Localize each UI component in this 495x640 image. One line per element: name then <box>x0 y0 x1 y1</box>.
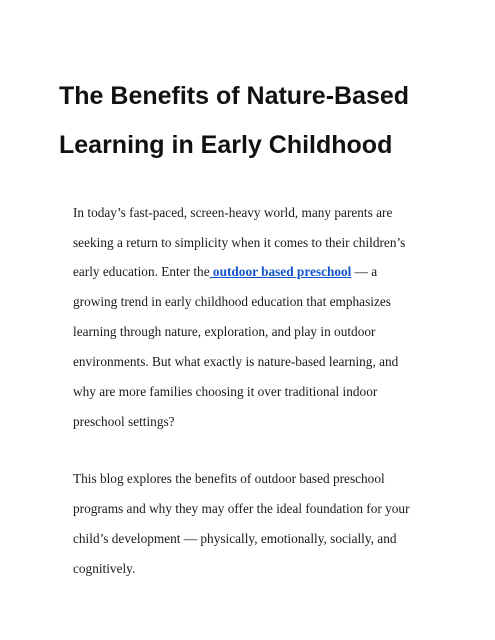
paragraph-line: environments. But what exactly is nature-based learning, and <box>73 354 399 369</box>
article-title-line-1: The Benefits of Nature-Based <box>59 82 410 110</box>
outdoor-preschool-link[interactable]: outdoor based preschool <box>209 264 352 279</box>
paragraph-line: child’s development — physically, emotionally, socially, and <box>73 531 397 546</box>
paragraph-line: programs and why they may offer the ideal foundation for your <box>73 501 410 516</box>
paragraph-line: This blog explores the benefits of outdoor based preschool <box>73 471 385 486</box>
article-title-line-2: Learning in Early Childhood <box>59 131 393 159</box>
paragraph-line: cognitively. <box>73 561 136 576</box>
paragraph-text: early education. Enter the <box>73 264 210 279</box>
paragraph-line: In today’s fast-paced, screen-heavy world, many parents are <box>73 205 393 220</box>
paragraph-line: learning through nature, exploration, and play in outdoor <box>73 324 376 339</box>
paragraph-line: preschool settings? <box>73 414 175 429</box>
paragraph-line: why are more families choosing it over traditional indoor <box>73 384 378 399</box>
paragraph-line: growing trend in early childhood education that emphasizes <box>73 294 391 309</box>
paragraph-text: — a <box>351 264 378 279</box>
paragraph-line: seeking a return to simplicity when it comes to their children’s <box>73 235 406 250</box>
paragraph-line <box>73 265 377 278</box>
